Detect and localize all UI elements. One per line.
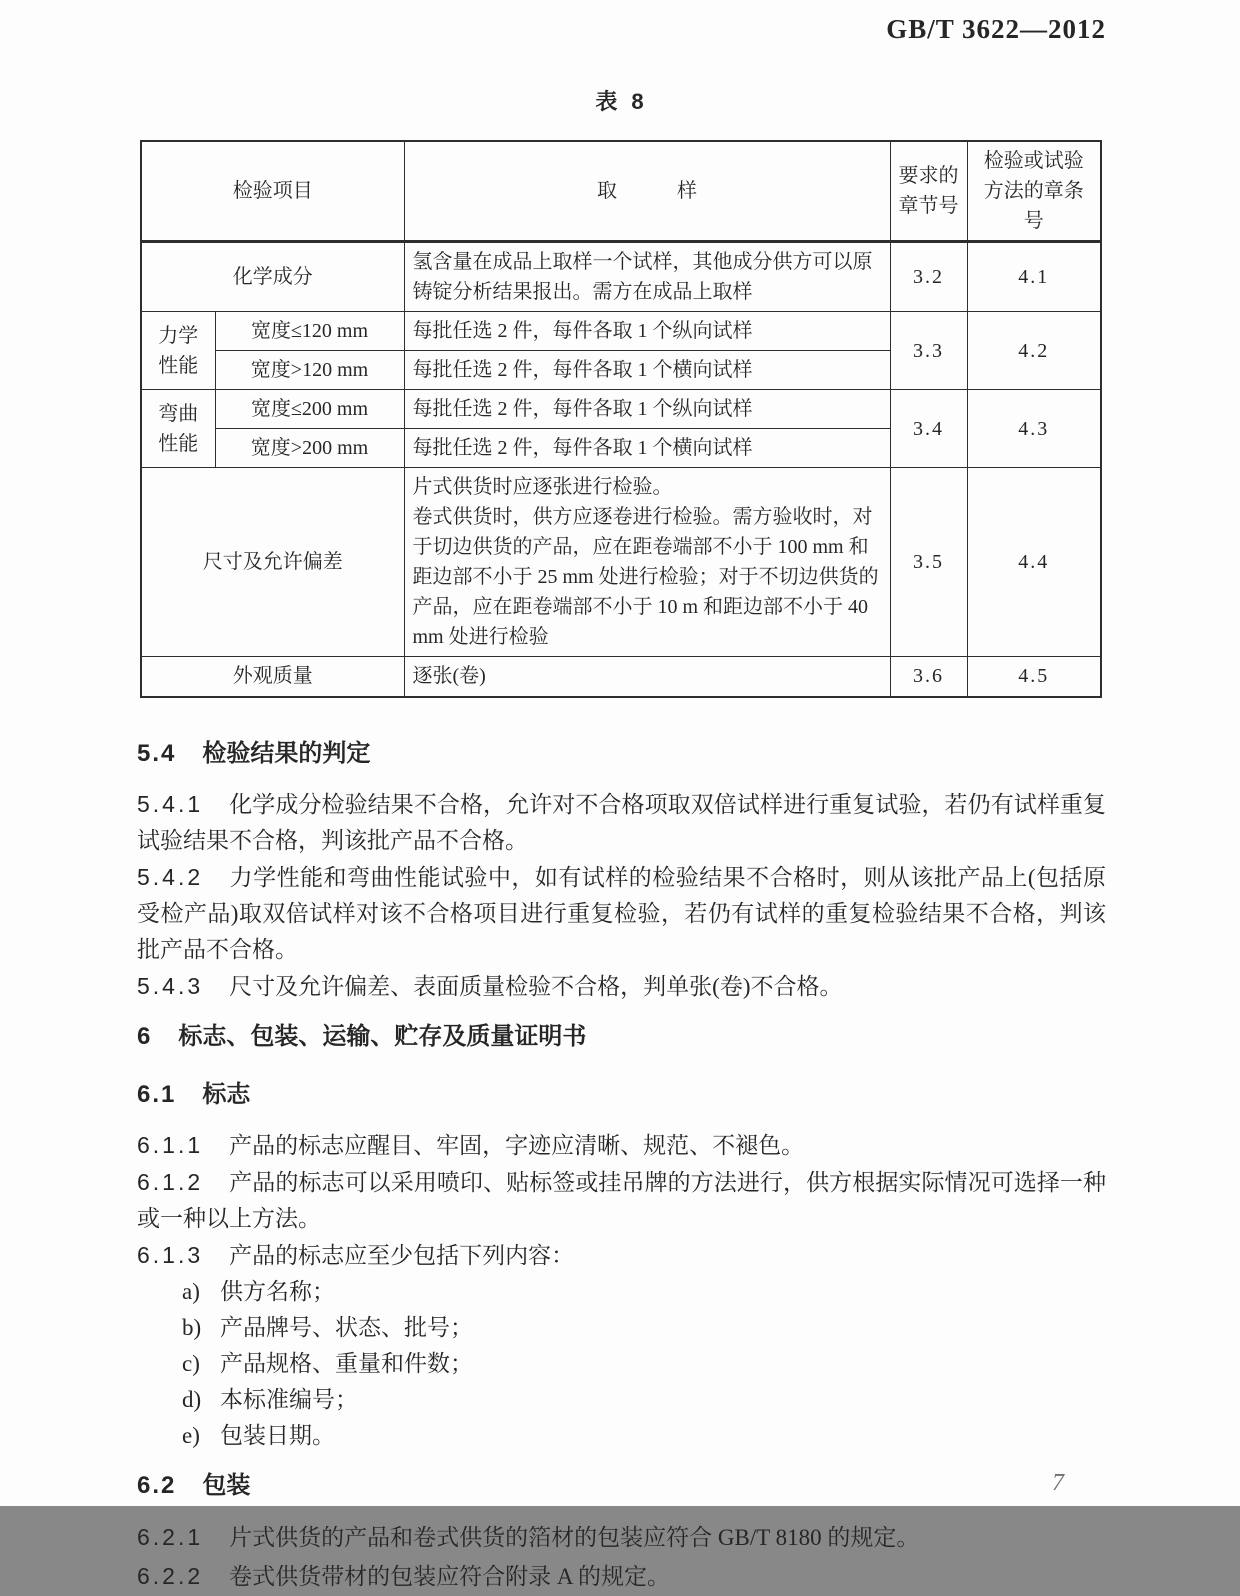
cell-sampling-bend-2: 每批任选 2 件，每件各取 1 个横向试样 bbox=[404, 429, 890, 468]
dim-sampling-line2: 卷式供货时，供方应逐卷进行检验。需方验收时，对于切边供货的产品，应在距卷端部不小于 100 mm 和距边部不小于 25 mm 处进行检验；对于不切边供货的产品，应在距卷端部不小于 10 m 和距边部不小于 40 mm 处进行检验 bbox=[412, 506, 879, 648]
heading-5-4 bbox=[137, 738, 1106, 770]
standard-number-header: GB/T 3622—2012 bbox=[886, 14, 1106, 44]
cell-method-bending: 4.3 bbox=[967, 390, 1101, 468]
paragraph-6-1-1-text: 产品的标志应醒目、牢固，字迹应清晰、规范、不褪色。 bbox=[229, 1132, 805, 1158]
paragraph-6-2-2-text: 卷式供货带材的包装应符合附录 A 的规定。 bbox=[229, 1563, 670, 1589]
paragraph-6-1-1 bbox=[137, 1127, 1106, 1164]
cell-cond-bend-2: 宽度>200 mm bbox=[215, 429, 404, 468]
cell-sampling-appearance: 逐张(卷) bbox=[404, 657, 890, 697]
cell-sampling-mech-2: 每批任选 2 件，每件各取 1 个横向试样 bbox=[404, 351, 890, 390]
cell-sampling-chemical: 氢含量在成品上取样一个试样，其他成分供方可以原铸锭分析结果报出。需方在成品上取样 bbox=[404, 242, 890, 312]
paragraph-5-4-3-text: 尺寸及允许偏差、表面质量检验不合格，判单张(卷)不合格。 bbox=[229, 973, 843, 999]
paragraph-6-1-3-text: 产品的标志应至少包括下列内容： bbox=[229, 1242, 575, 1268]
cell-item-chemical: 化学成分 bbox=[141, 242, 404, 312]
header-req-line1: 要求的 bbox=[898, 165, 959, 187]
cell-method-mechanical: 4.2 bbox=[967, 312, 1101, 390]
heading-5-4-title: 检验结果的判定 bbox=[202, 739, 371, 767]
paragraph-6-2-1-text: 片式供货的产品和卷式供货的箔材的包装应符合 GB/T 8180 的规定。 bbox=[229, 1524, 920, 1550]
heading-6-2 bbox=[137, 1470, 1106, 1502]
table-row-mechanical-1 bbox=[141, 312, 1101, 351]
list-item-c-text: 产品规格、重量和件数； bbox=[220, 1350, 473, 1376]
header-cell-requirement bbox=[890, 141, 967, 242]
list-item-d bbox=[137, 1382, 1106, 1418]
cell-group-bending: 弯曲性能 bbox=[141, 390, 215, 468]
list-item-c bbox=[137, 1346, 1106, 1382]
heading-6-1-title: 标志 bbox=[202, 1080, 251, 1108]
paragraph-5-4-1-number: 5.4.1 bbox=[137, 790, 204, 817]
section-6-1-body bbox=[137, 1127, 1106, 1274]
list-item-e-text: 包装日期。 bbox=[220, 1422, 335, 1448]
paragraph-5-4-2-number: 5.4.2 bbox=[137, 863, 204, 890]
cell-sampling-bend-1: 每批任选 2 件，每件各取 1 个纵向试样 bbox=[404, 390, 890, 429]
table-caption: 表 8 bbox=[595, 89, 648, 114]
cell-req-bending: 3.4 bbox=[890, 390, 967, 468]
table-8 bbox=[140, 140, 1102, 698]
heading-6-1-number: 6.1 bbox=[137, 1080, 177, 1108]
list-item-b-text: 产品牌号、状态、批号； bbox=[220, 1314, 473, 1340]
list-item-d-text: 本标准编号； bbox=[220, 1386, 358, 1412]
section-5-4-body bbox=[137, 786, 1106, 1005]
table-row-bending-1 bbox=[141, 390, 1101, 429]
paragraph-6-2-2-number: 6.2.2 bbox=[137, 1562, 204, 1589]
list-item-a-text: 供方名称； bbox=[220, 1278, 335, 1304]
header-cell-method bbox=[967, 141, 1101, 242]
list-item-b bbox=[137, 1310, 1106, 1346]
cell-item-dimensions: 尺寸及允许偏差 bbox=[141, 468, 404, 657]
paragraph-6-1-3-number: 6.1.3 bbox=[137, 1241, 204, 1268]
heading-6-number: 6 bbox=[137, 1022, 153, 1050]
list-item-a-marker: a) bbox=[182, 1278, 200, 1304]
cell-method-dimensions: 4.4 bbox=[967, 468, 1101, 657]
table-header-row bbox=[141, 141, 1101, 242]
header-cell-item: 检验项目 bbox=[141, 141, 404, 242]
cell-group-mechanical: 力学性能 bbox=[141, 312, 215, 390]
paragraph-5-4-2 bbox=[137, 859, 1106, 968]
list-item-b-marker: b) bbox=[182, 1314, 202, 1340]
section-6-2-body bbox=[137, 1518, 1106, 1596]
paragraph-5-4-1 bbox=[137, 786, 1106, 859]
cell-req-appearance: 3.6 bbox=[890, 657, 967, 697]
header-method-line1: 检验或试验 bbox=[983, 150, 1084, 172]
cell-sampling-dimensions bbox=[404, 468, 890, 657]
cell-cond-mech-2: 宽度>120 mm bbox=[215, 351, 404, 390]
paragraph-6-1-2-number: 6.1.2 bbox=[137, 1168, 204, 1195]
list-item-a bbox=[137, 1274, 1106, 1310]
paragraph-6-1-2 bbox=[137, 1164, 1106, 1237]
table-row-chemical bbox=[141, 242, 1101, 312]
paragraph-6-1-3 bbox=[137, 1237, 1106, 1274]
cell-method-chemical: 4.1 bbox=[967, 242, 1101, 312]
heading-5-4-number: 5.4 bbox=[137, 739, 177, 767]
list-item-c-marker: c) bbox=[182, 1350, 200, 1376]
paragraph-5-4-1-text: 化学成分检验结果不合格，允许对不合格项取双倍试样进行重复试验，若仍有试样重复试验结果不合格，判该批产品不合格。 bbox=[137, 791, 1106, 853]
cell-req-mechanical: 3.3 bbox=[890, 312, 967, 390]
cell-req-dimensions: 3.5 bbox=[890, 468, 967, 657]
header-method-line2: 方法的章条号 bbox=[983, 180, 1084, 232]
cell-sampling-mech-1: 每批任选 2 件，每件各取 1 个纵向试样 bbox=[404, 312, 890, 351]
heading-6-1 bbox=[137, 1079, 1106, 1111]
cell-method-appearance: 4.5 bbox=[967, 657, 1101, 697]
table-row-dimensions bbox=[141, 468, 1101, 657]
paragraph-5-4-3 bbox=[137, 968, 1106, 1005]
list-item-d-marker: d) bbox=[182, 1386, 202, 1412]
heading-6-2-title: 包装 bbox=[202, 1471, 251, 1499]
page-number: 7 bbox=[1052, 1470, 1064, 1496]
header-cell-sampling: 取 样 bbox=[404, 141, 890, 242]
paragraph-5-4-3-number: 5.4.3 bbox=[137, 972, 204, 999]
paragraph-6-2-2 bbox=[137, 1557, 1106, 1596]
heading-6-2-number: 6.2 bbox=[137, 1471, 177, 1499]
paragraph-6-1-1-number: 6.1.1 bbox=[137, 1131, 204, 1158]
header-req-line2: 章节号 bbox=[898, 195, 959, 217]
list-item-e-marker: e) bbox=[182, 1422, 200, 1448]
cell-req-chemical: 3.2 bbox=[890, 242, 967, 312]
list-item-e bbox=[137, 1418, 1106, 1454]
heading-6 bbox=[137, 1021, 1106, 1053]
paragraph-6-2-1-number: 6.2.1 bbox=[137, 1523, 204, 1550]
table-row-appearance bbox=[141, 657, 1101, 697]
paragraph-6-2-1 bbox=[137, 1518, 1106, 1557]
cell-cond-mech-1: 宽度≤120 mm bbox=[215, 312, 404, 351]
heading-6-title: 标志、包装、运输、贮存及质量证明书 bbox=[178, 1022, 587, 1050]
paragraph-6-1-2-text: 产品的标志可以采用喷印、贴标签或挂吊牌的方法进行，供方根据实际情况可选择一种或一种以上方法。 bbox=[137, 1169, 1106, 1231]
marking-content-list bbox=[137, 1274, 1106, 1454]
cell-item-appearance: 外观质量 bbox=[141, 657, 404, 697]
paragraph-5-4-2-text: 力学性能和弯曲性能试验中，如有试样的检验结果不合格时，则从该批产品上(包括原受检产品)取双倍试样对该不合格项目进行重复检验，若仍有试样的重复检验结果不合格，判该批产品不合格。 bbox=[137, 864, 1106, 962]
cell-cond-bend-1: 宽度≤200 mm bbox=[215, 390, 404, 429]
dim-sampling-line1: 片式供货时应逐张进行检验。 bbox=[412, 476, 673, 498]
